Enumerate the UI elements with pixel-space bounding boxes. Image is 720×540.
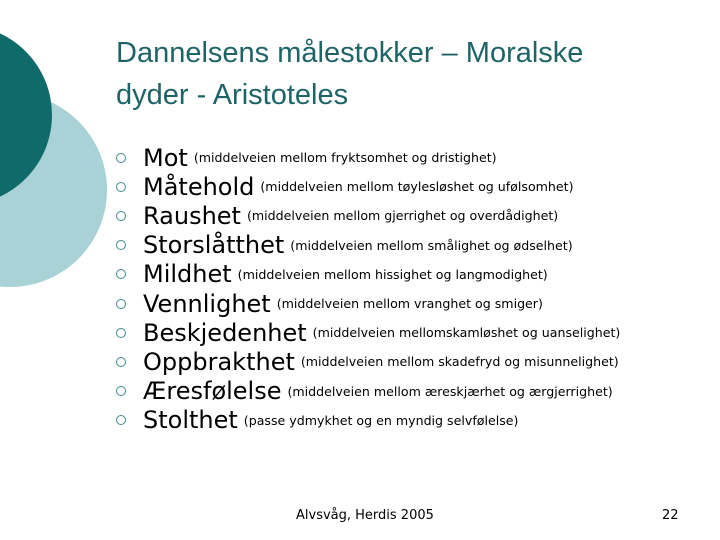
virtue-list xyxy=(116,143,716,435)
footer-author: Alvsvåg, Herdis 2005 xyxy=(296,508,434,523)
title-line-2: dyder - Aristoteles xyxy=(116,79,349,111)
virtue-description: (middelveien mellomskamløshet og uanselighet) xyxy=(312,325,621,341)
bullet-icon xyxy=(116,211,126,221)
virtue-name: Æresfølelse xyxy=(143,377,282,406)
decorative-circles xyxy=(0,0,110,540)
bullet-icon xyxy=(116,415,126,425)
bullet-icon xyxy=(116,269,126,279)
bullet-icon xyxy=(116,153,126,163)
list-item xyxy=(116,260,716,289)
title-line-1: Dannelsens målestokker – Moralske xyxy=(116,37,584,69)
virtue-name: Stolthet xyxy=(143,406,238,435)
virtue-name: Oppbrakthet xyxy=(143,347,295,376)
virtue-description: (passe ydmykhet og en myndig selvfølelse) xyxy=(243,412,519,428)
bullet-icon xyxy=(116,328,126,338)
virtue-description: (middelveien mellom vranghet og smiger) xyxy=(276,296,543,312)
virtue-description: (middelveien mellom fryktsomhet og dristighet) xyxy=(193,150,497,166)
list-item xyxy=(116,231,716,260)
list-item xyxy=(116,289,716,318)
list-item xyxy=(116,318,716,347)
bullet-icon xyxy=(116,386,126,396)
list-item xyxy=(116,347,716,376)
virtue-description: (middelveien mellom tøylesløshet og ufølsomhet) xyxy=(260,179,574,195)
list-item xyxy=(116,406,716,435)
virtue-name: Storslåtthet xyxy=(143,231,285,260)
list-item xyxy=(116,377,716,406)
list-item xyxy=(116,143,716,172)
virtue-name: Mildhet xyxy=(143,260,232,289)
virtue-name: Måtehold xyxy=(143,172,255,201)
virtue-description: (middelveien mellom hissighet og langmodighet) xyxy=(237,266,548,282)
bullet-icon xyxy=(116,240,126,250)
page-number: 22 xyxy=(662,508,679,523)
bullet-icon xyxy=(116,357,126,367)
virtue-name: Vennlighet xyxy=(143,289,271,318)
virtue-name: Raushet xyxy=(143,201,241,230)
virtue-name: Mot xyxy=(143,143,188,172)
bullet-icon xyxy=(116,182,126,192)
virtue-description: (middelveien mellom skadefryd og misunnelighet) xyxy=(300,354,619,370)
list-item xyxy=(116,201,716,230)
slide-title xyxy=(116,32,696,116)
bullet-icon xyxy=(116,299,126,309)
virtue-description: (middelveien mellom gjerrighet og overdådighet) xyxy=(246,208,559,224)
virtue-description: (middelveien mellom smålighet og ødselhet) xyxy=(290,237,573,253)
virtue-description: (middelveien mellom æreskjærhet og ærgjerrighet) xyxy=(287,383,613,399)
virtue-name: Beskjedenhet xyxy=(143,318,307,347)
list-item xyxy=(116,172,716,201)
